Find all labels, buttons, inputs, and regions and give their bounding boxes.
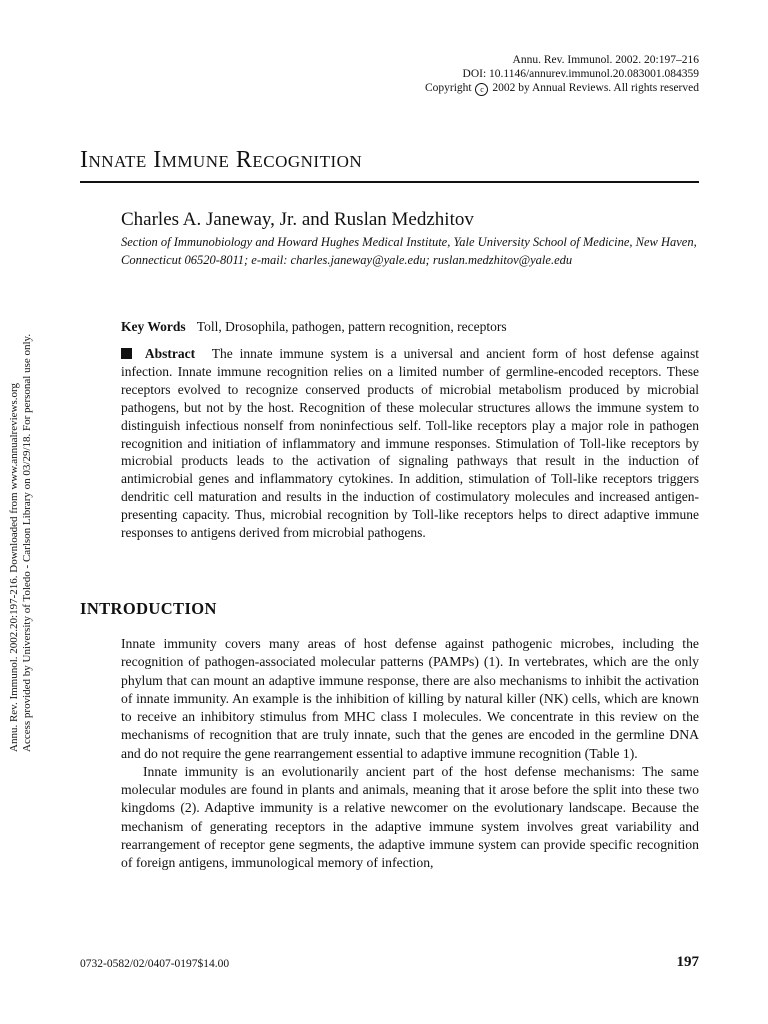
author-affiliation: Section of Immunobiology and Howard Hughes Medical Institute, Yale University School of Medicine, New Haven, Connecticut 06520-8011; e-mail: charles.janeway@yale.edu; ruslan.medzhitov@yale.edu <box>121 235 697 267</box>
paragraph: Innate immunity covers many areas of host defense against pathogenic microbes, including the recognition of pathogen-associated molecular patterns (PAMPs) (1). In vertebrates, which are the only phylum that can mount an adaptive immune response, there are also mechanisms to inhibit the activation of innate immunity. An example is the inhibition of killing by natural killer (NK) cells, which are known to receive an inhibitory stimulus from MHC class I molecules. We concentrate in this review on the mechanisms of recognition that are truly innate, such that the genes are encoded in the germline DNA and do not require the gene rearrangement essential to adaptive immune recognition (Table 1). <box>121 636 699 761</box>
footer-code: 0732-0582/02/0407-0197$14.00 <box>80 958 230 970</box>
article-title: Innate Immune Recognition <box>80 147 363 173</box>
keywords-line <box>121 318 507 336</box>
abstract-square-icon <box>121 348 132 359</box>
introduction-heading: INTRODUCTION <box>80 599 217 618</box>
abstract-label: Abstract <box>144 346 196 361</box>
copyright-prefix: Copyright <box>424 82 472 94</box>
citation-line: Annu. Rev. Immunol. 2002. 20:197–216 <box>512 54 699 66</box>
page-number: 197 <box>676 954 699 970</box>
keywords-label: Key Words <box>121 319 186 334</box>
introduction-body <box>121 635 699 872</box>
abstract-text: The innate immune system is a universal and ancient form of host defense against infection. Innate immune recognition relies on a limited number of germline-encoded receptors. These receptors evolved to recognize conserved products of microbial metabolism produced by microbial pathogens, but not by the host. Recognition of these molecular structures allows the immune system to distinguish infectious nonself from noninfectious self. Toll-like receptors play a major role in pathogen recognition and initiation of inflammatory and immune responses. Stimulation of Toll-like receptors by microbial products leads to the activation of signaling pathways that result in the induction of antimicrobial genes and inflammatory cytokines. In addition, stimulation of Toll-like receptors triggers dendritic cell maturation and results in the induction of costimulatory molecules and increased antigen-presenting capacity. Thus, microbial recognition by Toll-like receptors helps to direct adaptive immune responses to antigens derived from microbial pathogens. <box>121 346 700 541</box>
copyright-suffix: 2002 by Annual Reviews. All rights reserved <box>492 82 699 94</box>
copyright-icon: c <box>475 83 488 96</box>
download-notice-line-1: Annu. Rev. Immunol. 2002.20:197-216. Downloaded from www.annualreviews.org <box>8 383 20 752</box>
copyright-line <box>425 81 699 96</box>
abstract <box>121 345 699 542</box>
author-list: Charles A. Janeway, Jr. and Ruslan Medzhitov <box>121 209 474 230</box>
paragraph: Innate immunity is an evolutionarily ancient part of the host defense mechanisms: The same molecular modules are found in plants and animals, meaning that it arose before the split into these two kingdoms (2). Adaptive immunity is a relative newcomer on the evolutionary landscape. Because the mechanism of generating receptors in the adaptive immune system involves great variability and rearrangement of receptor gene segments, the adaptive immune system can provide specific recognition of foreign antigens, immunological memory of infection, <box>121 763 699 870</box>
title-divider <box>80 181 699 183</box>
download-notice-margin <box>8 268 32 752</box>
download-notice-line-2: Access provided by University of Toledo - Carlson Library on 03/29/18. For personal use only. <box>21 333 33 752</box>
keywords-text: Toll, Drosophila, pathogen, pattern recognition, receptors <box>196 319 507 334</box>
doi-line: DOI: 10.1146/annurev.immunol.20.083001.084359 <box>462 68 699 80</box>
article-header-meta <box>425 53 699 96</box>
